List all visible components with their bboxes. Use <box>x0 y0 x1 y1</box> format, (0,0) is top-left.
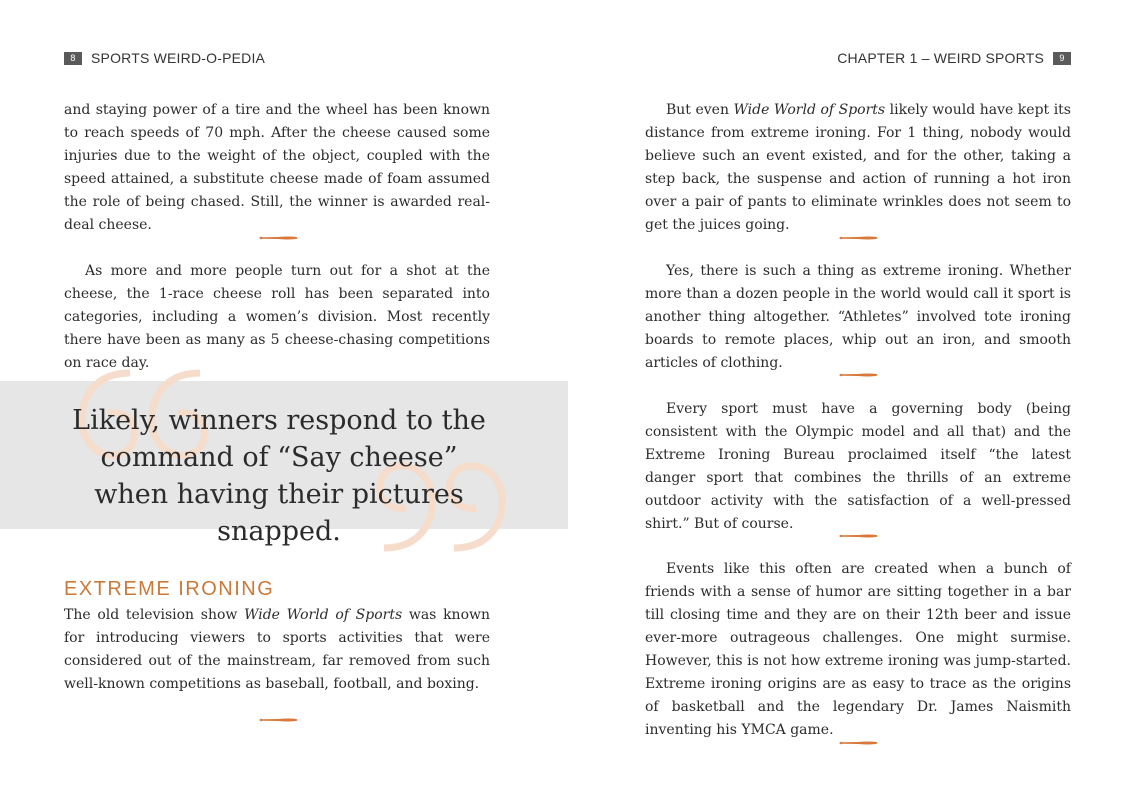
baseball-bat-icon <box>258 716 298 724</box>
book-title: SPORTS WEIRD-O-PEDIA <box>91 50 266 66</box>
baseball-bat-icon <box>838 739 878 747</box>
baseball-bat-icon <box>838 532 878 540</box>
left-paragraph-1: and staying power of a tire and the wheel has been known to reach speeds of 70 mph. After the cheese caused some injuries due to the weight of the object, coupled with the speed attained, a substitute cheese made of foam assumed the role of being chased. Still, the winner is awarded real-deal cheese. <box>64 102 490 233</box>
baseball-bat-icon <box>258 234 298 242</box>
right-paragraph-3: Every sport must have a governing body (being consistent with the Olympic model and all that) and the Extreme Ironing Bureau proclaimed itself “the latest danger sport that combines the thrills of an extreme outdoor activity with the satisfaction of a well-pressed shirt.” But of course. <box>645 401 1071 532</box>
section-heading: EXTREME IRONING <box>64 578 275 600</box>
right-paragraph-1: But even Wide World of Sports likely would have kept its distance from extreme ironing. For 1 thing, nobody would believe such an event existed, and for the other, taking a step back, the suspense and action of running a hot iron over a pair of pants to eliminate wrinkles does not seem to get the juices going. <box>645 102 1071 233</box>
left-paragraph-2: As more and more people turn out for a shot at the cheese, the 1-race cheese roll has been separated into categories, including a women’s division. Most recently there have been as many as 5 cheese-chasing competitions on race day. <box>64 263 490 371</box>
left-page <box>0 0 567 800</box>
right-paragraph-2: Yes, there is such a thing as extreme ironing. Whether more than a dozen people in the world would call it sport is another thing altogether. “Athletes” involved tote ironing boards to remote places, whip out an iron, and smooth articles of clothing. <box>645 263 1071 371</box>
pull-quote-text: Likely, winners respond to the command of “Say cheese” when having their pictures snapped. <box>72 405 486 547</box>
left-paragraph-3: The old television show Wide World of Sports was known for introducing viewers to sports activities that were considered out of the mainstream, far removed from such well-known competitions as baseball, football, and boxing. <box>64 607 490 692</box>
page-number-right: 9 <box>1053 52 1071 65</box>
baseball-bat-icon <box>838 234 878 242</box>
right-running-head <box>837 50 1071 66</box>
right-page <box>568 0 1135 800</box>
right-paragraph-4: Events like this often are created when a bunch of friends with a sense of humor are sitting together in a bar till closing time and they are on their 12th beer and issue ever-more outrageous challenges. One might surmise. However, this is not how extreme ironing was jump-started. Extreme ironing origins are as easy to trace as the origins of basketball and the legendary Dr. James Naismith inventing his YMCA game. <box>645 561 1071 738</box>
show-title: Wide World of Sports <box>244 607 403 623</box>
show-title: Wide World of Sports <box>733 102 886 118</box>
chapter-title: CHAPTER 1 – WEIRD SPORTS <box>837 50 1044 66</box>
page-number-left: 8 <box>64 52 82 65</box>
left-running-head <box>64 50 265 66</box>
baseball-bat-icon <box>838 371 878 379</box>
